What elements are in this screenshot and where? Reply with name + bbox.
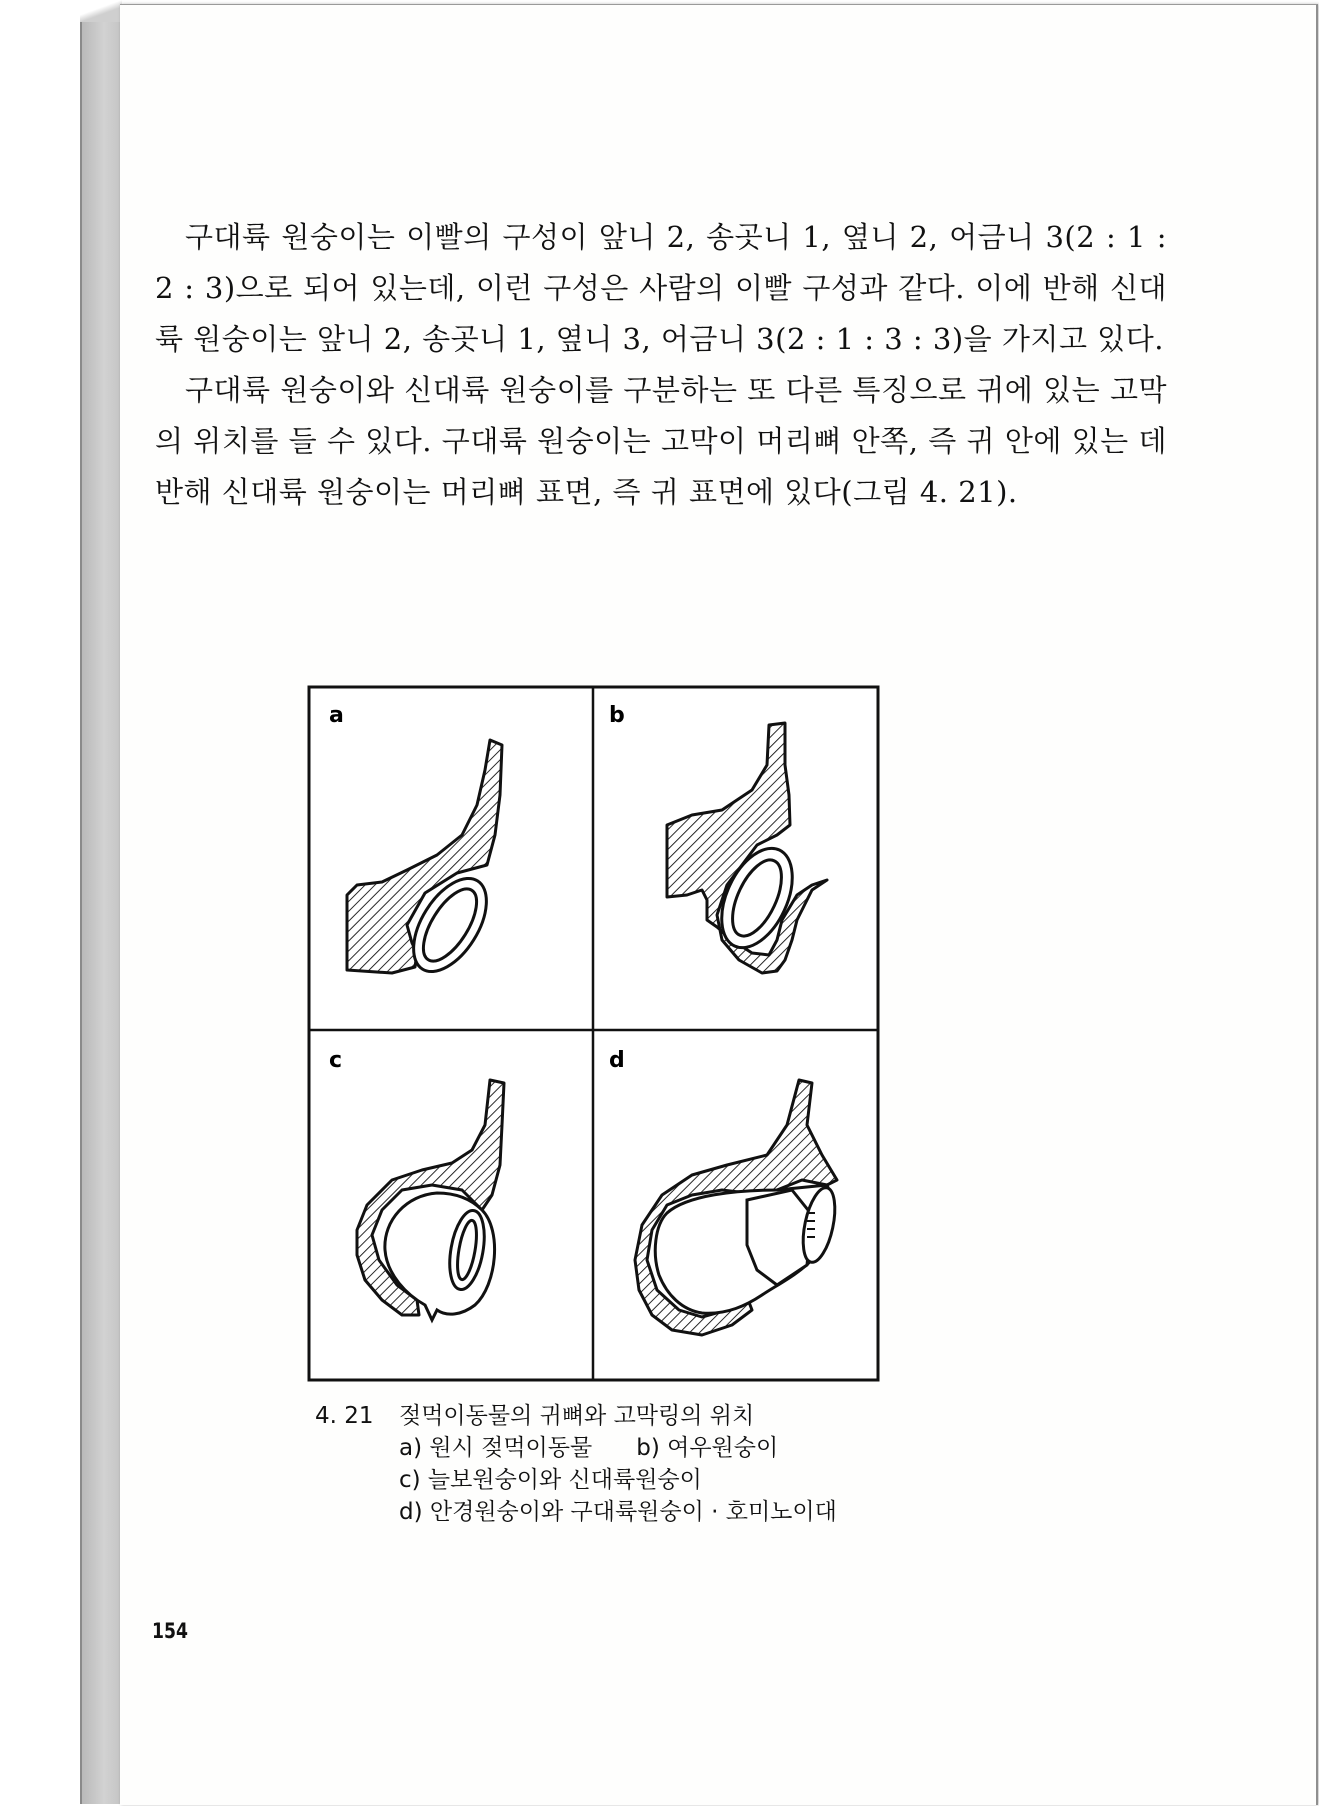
figure-4-21: [307, 685, 880, 1382]
paragraph-1: 구대륙 원숭이는 이빨의 구성이 앞니 2, 송곳니 1, 옆니 2, 어금니 3(2 : 1 : 2 : 3)으로 되어 있는데, 이런 구성은 사람의 이빨 구성과 같다. 이에 반해 신대륙 원숭이는 앞니 2, 송곳니 1, 옆니 3, 어금니 3(2 : 1 : 3 : 3)을 가지고 있다.: [155, 220, 1167, 356]
caption-title-line: [315, 1400, 1015, 1432]
page-curl: [80, 0, 122, 22]
panel-label-c: c: [329, 1048, 343, 1073]
figure-caption: [315, 1400, 1015, 1528]
caption-item-d: d) 안경원숭이와 구대륙원숭이 · 호미노이대: [399, 1499, 837, 1525]
caption-number: 4. 21: [315, 1403, 374, 1429]
caption-line-ab: [315, 1432, 1015, 1464]
panel-label-a: a: [329, 703, 344, 728]
panel-label-b: b: [609, 703, 625, 728]
caption-item-b: b) 여우원숭이: [636, 1435, 779, 1461]
caption-item-a: a) 원시 젖먹이동물: [399, 1435, 593, 1461]
paragraph-2: 구대륙 원숭이와 신대륙 원숭이를 구분하는 또 다른 특징으로 귀에 있는 고막의 위치를 들 수 있다. 구대륙 원숭이는 고막이 머리뼈 안쪽, 즉 귀 안에 있는 데 반해 신대륙 원숭이는 머리뼈 표면, 즉 귀 표면에 있다(그림 4. 21).: [155, 373, 1167, 509]
page-number: 154: [152, 1619, 188, 1643]
book-spine-edge: [80, 4, 122, 1804]
body-text: [155, 212, 1167, 518]
caption-title: 젖먹이동물의 귀뼈와 고막링의 위치: [399, 1403, 755, 1429]
panel-label-d: d: [609, 1048, 625, 1073]
caption-item-c: c) 늘보원숭이와 신대륙원숭이: [399, 1467, 702, 1493]
